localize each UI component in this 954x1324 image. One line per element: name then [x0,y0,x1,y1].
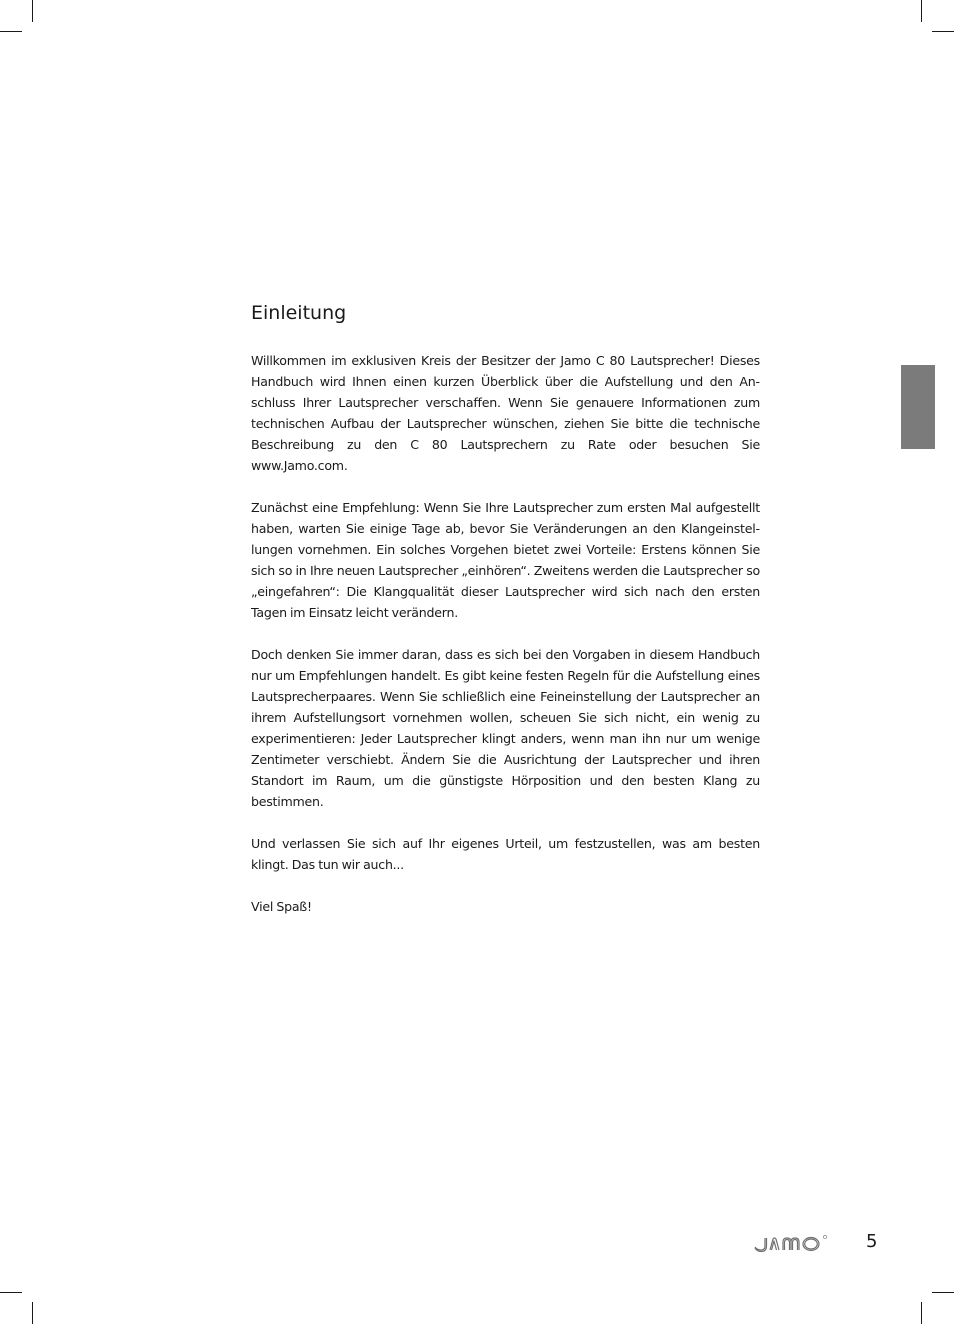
page-title: Einleitung [251,302,347,324]
crop-mark-bottom-right-horizontal [932,1292,954,1293]
crop-mark-top-left-vertical [32,0,33,22]
page-content [251,300,760,938]
crop-mark-bottom-right-vertical [921,1302,922,1324]
paragraph-welcome: Willkommen im exklusiven Kreis der Besitzer der Jamo C 80 Lautsprecher! Dieses Handbuch wird Ihnen einen kurzen Überblick über die Aufstellung und den Anschluss Ihrer Lautsprecher verschaffen. Wenn Sie genauere Informationen zum technischen Aufbau der Lautsprecher wünschen, ziehen Sie bitte die technische Beschreibung zu den C 80 Lautsprechern zu Rate oder besuchen Sie www.Jamo.com. [251,353,760,473]
page-number: 5 [866,1231,878,1252]
section-side-tab [901,365,935,449]
crop-mark-bottom-left-vertical [32,1302,33,1324]
crop-mark-top-right-horizontal [932,31,954,32]
paragraph-experiment: Doch denken Sie immer daran, dass es sich bei den Vorgaben in diesem Handbuch nur um Empfehlungen handelt. Es gibt keine festen Regeln für die Aufstellung eines Lautsprecherpaares. Wenn Sie schließlich eine Feineinstellung der Lautsprecher an ihrem Aufstellungsort vornehmen wollen, scheuen Sie sich nicht, ein wenig zu experimentieren: Jeder Lautsprecher klingt anders, wenn man ihn nur um wenige Zentimeter verschiebt. Ändern Sie die Ausrichtung der Lautsprecher und ihren Standort im Raum, um die günstigste Hörposition und den besten Klang zu bestimmen. [251,647,760,809]
paragraph-judgement: Und verlassen Sie sich auf Ihr eigenes Urteil, um festzustellen, was am besten klingt. Das tun wir auch... [251,836,760,872]
crop-mark-bottom-left-horizontal [0,1292,22,1293]
crop-mark-top-left-horizontal [0,31,22,32]
jamo-logo [751,1232,829,1252]
paragraph-closing: Viel Spaß! [251,899,312,914]
crop-mark-top-right-vertical [921,0,922,22]
paragraph-recommendation: Zunächst eine Empfehlung: Wenn Sie Ihre Lautsprecher zum ersten Mal aufgestellt haben, warten Sie einige Tage ab, bevor Sie Veränderungen an den Klangeinstellungen vornehmen. Ein solches Vorgehen bietet zwei Vorteile: Erstens können Sie sich so in Ihre neuen Lautsprecher „einhören“. Zweitens werden die Lautsprecher so „eingefahren“: Die Klangqualität dieser Lautsprecher wird sich nach den ersten Tagen im Einsatz leicht verändern. [251,500,760,620]
